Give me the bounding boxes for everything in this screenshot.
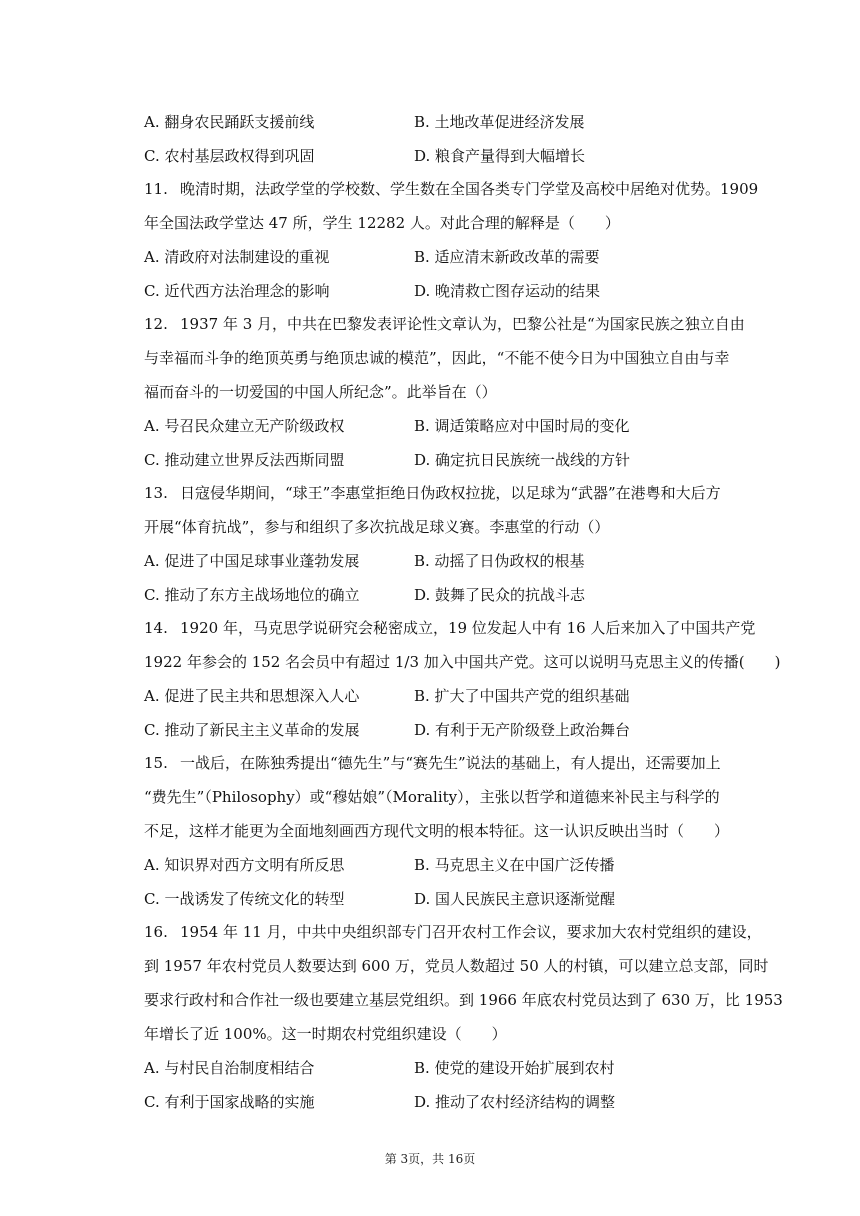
question-number: 16.	[144, 923, 168, 941]
option-b: B. 适应清末新政改革的需要	[414, 248, 600, 266]
option-a: A. 清政府对法制建设的重视	[144, 248, 330, 266]
option-d: D. 国人民族民主意识逐渐觉醒	[414, 890, 616, 908]
option-a: A. 翻身农民踊跃支援前线	[144, 113, 315, 131]
question-11-stem-line-1: 11. 晚清时期，法政学堂的学校数、学生数在全国各类专门学堂及高校中居绝对优势。1909	[144, 180, 759, 198]
question-16-stem-line-1: 16. 1954 年 11 月，中共中央组织部专门召开农村工作会议，要求加大农村党组织的建设，	[144, 923, 762, 941]
option-d: D. 确定抗日民族统一战线的方针	[414, 451, 631, 469]
option-c: C. 农村基层政权得到巩固	[144, 147, 315, 165]
option-row	[144, 146, 784, 166]
option-d: D. 晚清救亡图存运动的结果	[414, 282, 601, 300]
question-number: 13.	[144, 484, 168, 502]
question-13-stem-line-2: 开展“体育抗战”，参与和组织了多次抗战足球义赛。李惠堂的行动（）	[144, 518, 610, 536]
option-b: B. 土地改革促进经济发展	[414, 113, 585, 131]
option-c: C. 一战诱发了传统文化的转型	[144, 890, 345, 908]
option-a: A. 促进了民主共和思想深入人心	[144, 687, 360, 705]
option-row	[144, 112, 784, 132]
option-d: D. 有利于无产阶级登上政治舞台	[414, 721, 631, 739]
option-row	[144, 450, 784, 470]
question-13-stem-line-1: 13. 日寇侵华期间，“球王”李惠堂拒绝日伪政权拉拢，以足球为“武器”在港粤和大后方	[144, 484, 721, 502]
option-c: C. 推动了新民主主义革命的发展	[144, 721, 360, 739]
option-row	[144, 1092, 784, 1112]
option-row	[144, 720, 784, 740]
option-row	[144, 1058, 784, 1078]
question-14-stem-line-1: 14. 1920 年，马克思学说研究会秘密成立，19 位发起人中有 16 人后来加入了中国共产党	[144, 619, 756, 637]
option-a: A. 知识界对西方文明有所反思	[144, 856, 345, 874]
option-d: D. 鼓舞了民众的抗战斗志	[414, 586, 586, 604]
option-b: B. 调适策略应对中国时局的变化	[414, 417, 630, 435]
option-b: B. 动摇了日伪政权的根基	[414, 552, 585, 570]
option-d: D. 推动了农村经济结构的调整	[414, 1093, 616, 1111]
option-a: A. 号召民众建立无产阶级政权	[144, 417, 345, 435]
option-b: B. 扩大了中国共产党的组织基础	[414, 687, 630, 705]
option-a: A. 与村民自治制度相结合	[144, 1059, 315, 1077]
question-15-stem-line-2: “费先生”（Philosophy）或“穆姑娘”（Morality），主张以哲学和道德来补民主与科学的	[144, 788, 720, 806]
option-b: B. 马克思主义在中国广泛传播	[414, 856, 615, 874]
option-a: A. 促进了中国足球事业蓬勃发展	[144, 552, 360, 570]
option-row	[144, 855, 784, 875]
option-c: C. 推动了东方主战场地位的确立	[144, 586, 360, 604]
option-b: B. 使党的建设开始扩展到农村	[414, 1059, 615, 1077]
question-14-stem-line-2: 1922 年参会的 152 名会员中有超过 1/3 加入中国共产党。这可以说明马克思主义的传播( )	[144, 653, 781, 671]
option-row	[144, 281, 784, 301]
question-12-stem-line-3: 福而奋斗的一切爱国的中国人所纪念”。此举旨在（）	[144, 383, 497, 401]
question-15-stem-line-3: 不足，这样才能更为全面地刻画西方现代文明的根本特征。这一认识反映出当时（ ）	[144, 822, 730, 840]
question-16-stem-line-3: 要求行政村和合作社一级也要建立基层党组织。到 1966 年底农村党员达到了 630 万，比 1953	[144, 991, 783, 1009]
question-15-stem-line-1: 15. 一战后，在陈独秀提出“德先生”与“赛先生”说法的基础上，有人提出，还需要加上	[144, 754, 721, 772]
question-number: 14.	[144, 619, 168, 637]
option-row	[144, 686, 784, 706]
option-row	[144, 551, 784, 571]
option-d: D. 粮食产量得到大幅增长	[414, 147, 586, 165]
option-row	[144, 416, 784, 436]
option-c: C. 近代西方法治理念的影响	[144, 282, 330, 300]
question-number: 12.	[144, 315, 168, 333]
option-row	[144, 889, 784, 909]
question-number: 15.	[144, 754, 168, 772]
question-number: 11.	[144, 180, 168, 198]
question-12-stem-line-2: 与幸福而斗争的绝顶英勇与绝顶忠诚的模范”，因此，“不能不使今日为中国独立自由与幸	[144, 349, 730, 367]
option-row	[144, 585, 784, 605]
option-c: C. 有利于国家战略的实施	[144, 1093, 315, 1111]
question-16-stem-line-4: 年增长了近 100%。这一时期农村党组织建设（ ）	[144, 1025, 507, 1043]
question-11-stem-line-2: 年全国法政学堂达 47 所，学生 12282 人。对此合理的解释是（ ）	[144, 214, 620, 232]
page-number-footer: 第 3页，共 16页	[384, 1152, 476, 1166]
option-c: C. 推动建立世界反法西斯同盟	[144, 451, 345, 469]
option-row	[144, 247, 784, 267]
question-12-stem-line-1: 12. 1937 年 3 月，中共在巴黎发表评论性文章认为，巴黎公社是“为国家民族之独立自由	[144, 315, 745, 333]
question-16-stem-line-2: 到 1957 年农村党员人数要达到 600 万，党员人数超过 50 人的村镇，可以建立总支部，同时	[144, 957, 769, 975]
